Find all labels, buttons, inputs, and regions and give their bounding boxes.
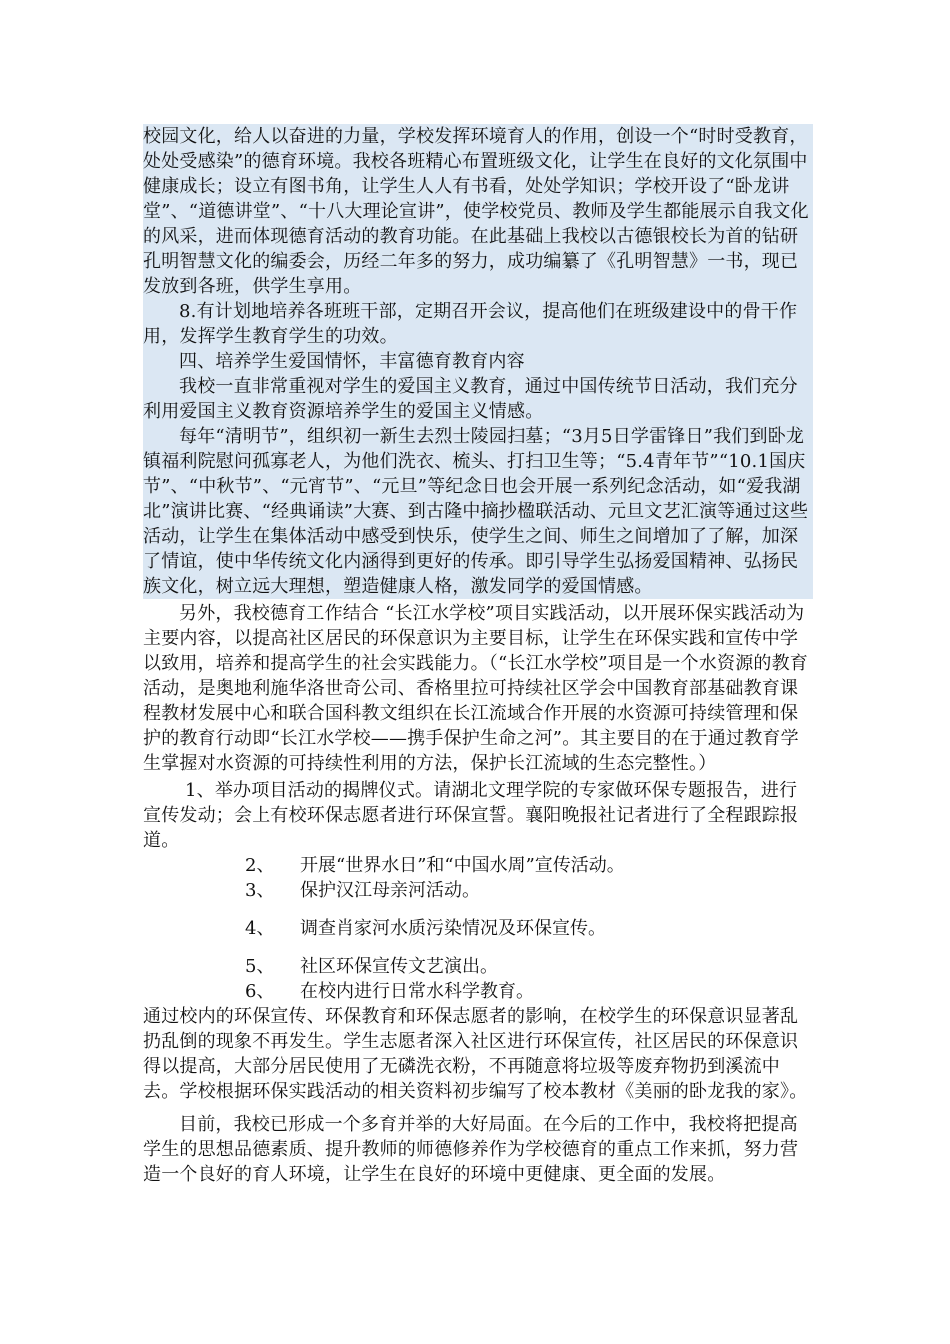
paragraph-yangtze-water-school: 另外，我校德育工作结合 “长江水学校”项目实践活动，以开展环保实践活动为主要内容，以提高社区居民的环保意识为主要目标，让学生在环保实践和宣传中学以致用，培养和提高学生的社会实践能力。（“长江水学校”项目是一个水资源的教育活动，是奥地利施华洛世奇公司、香格里拉可持续社区学会中国教育部基础教育课程教材发展中心和联合国科教文组织在长江流域合作开展的水资源可持续管理和保护的教育行动即“长江水学校——携手保护生命之河”。其主要目的在于通过教育学生掌握对水资源的可持续性利用的方法，保护长江流域的生态完整性。）	[143, 603, 809, 774]
list-item-number: 5、	[245, 956, 275, 977]
list-item	[143, 878, 813, 903]
list-item-number: 6、	[245, 981, 275, 1002]
list-item-text: 开展“世界水日”和“中国水周”宣传活动。	[300, 855, 625, 876]
list-item	[143, 954, 813, 979]
paragraph-class-cadres: 8.有计划地培养各班班干部，定期召开会议，提高他们在班级建设中的骨干作用，发挥学生教育学生的功效。	[143, 301, 798, 347]
paragraph-patriotic-education: 我校一直非常重视对学生的爱国主义教育，通过中国传统节日活动，我们充分利用爱国主义教育资源培养学生的爱国主义情感。	[143, 376, 798, 422]
list-item-text: 在校内进行日常水科学教育。	[300, 981, 534, 1002]
paragraph-results: 通过校内的环保宣传、环保教育和环保志愿者的影响，在校学生的环保意识显著乱扔乱倒的现象不再发生。学生志愿者深入社区进行环保宣传，社区居民的环保意识得以提高，大部分居民使用了无磷洗衣粉，不再随意将垃圾等废弃物扔到溪流中去。学校根据环保实践活动的相关资料初步编写了校本教材《美丽的卧龙我的家》。	[143, 1006, 808, 1102]
list-item	[143, 853, 813, 878]
highlighted-section	[143, 124, 813, 599]
document-body	[143, 124, 813, 1187]
paragraph-conclusion: 目前，我校已形成一个多育并举的大好局面。在今后的工作中，我校将把提高学生的思想品德素质、提升教师的师德修养作为学校德育的重点工作来抓，努力营造一个良好的育人环境，让学生在良好的环境中更健康、更全面的发展。	[143, 1114, 799, 1185]
list-item	[143, 979, 813, 1004]
list-item-text: 社区环保宣传文艺演出。	[300, 956, 498, 977]
list-item-number: 4、	[245, 918, 275, 939]
list-item-text: 保护汉江母亲河活动。	[300, 880, 480, 901]
list-item-text: 调查肖家河水质污染情况及环保宣传。	[300, 918, 606, 939]
list-item	[143, 916, 813, 941]
paragraph-festival-activities: 每年“清明节”，组织初一新生去烈士陵园扫墓；“3月5日学雷锋日”我们到卧龙镇福利院慰问孤寡老人，为他们洗衣、梳头、打扫卫生等；“5.4青年节”“10.1国庆节”、“中秋节”、“元宵节”、“元旦”等纪念日也会开展一系列纪念活动，如“爱我湖北”演讲比赛、“经典诵读”大赛、到古隆中摘抄楹联活动、元旦文艺汇演等通过这些活动，让学生在集体活动中感受到快乐，使学生之间、师生之间增加了了解，加深了情谊，使中华传统文化内涵得到更好的传承。即引导学生弘扬爱国精神、弘扬民族文化，树立远大理想，塑造健康人格，激发同学的爱国情感。	[143, 426, 809, 597]
paragraph-campus-culture: 校园文化，给人以奋进的力量，学校发挥环境育人的作用，创设一个“时时受教育，处处受感染”的德育环境。我校各班精心布置班级文化，让学生在良好的文化氛围中健康成长；设立有图书角，让学生人人有书看，处处学知识；学校开设了“卧龙讲堂”、“道德讲堂”、“十八大理论宣讲”，使学校党员、教师及学生都能展示自我文化的风采，进而体现德育活动的教育功能。在此基础上我校以古德银校长为首的钻研孔明智慧文化的编委会，历经二年多的努力，成功编纂了《孔明智慧》一书，现已发放到各班，供学生享用。	[143, 126, 809, 297]
section-heading-patriotism: 四、培养学生爱国情怀，丰富德育教育内容	[179, 351, 525, 372]
activity-list	[143, 853, 813, 1004]
paragraph-ceremony: 1、举办项目活动的揭牌仪式。请湖北文理学院的专家做环保专题报告，进行宣传发动；会上有校环保志愿者进行环保宣誓。襄阳晚报社记者进行了全程跟踪报道。	[143, 780, 799, 851]
list-item-number: 3、	[245, 880, 275, 901]
list-item-number: 2、	[245, 855, 275, 876]
